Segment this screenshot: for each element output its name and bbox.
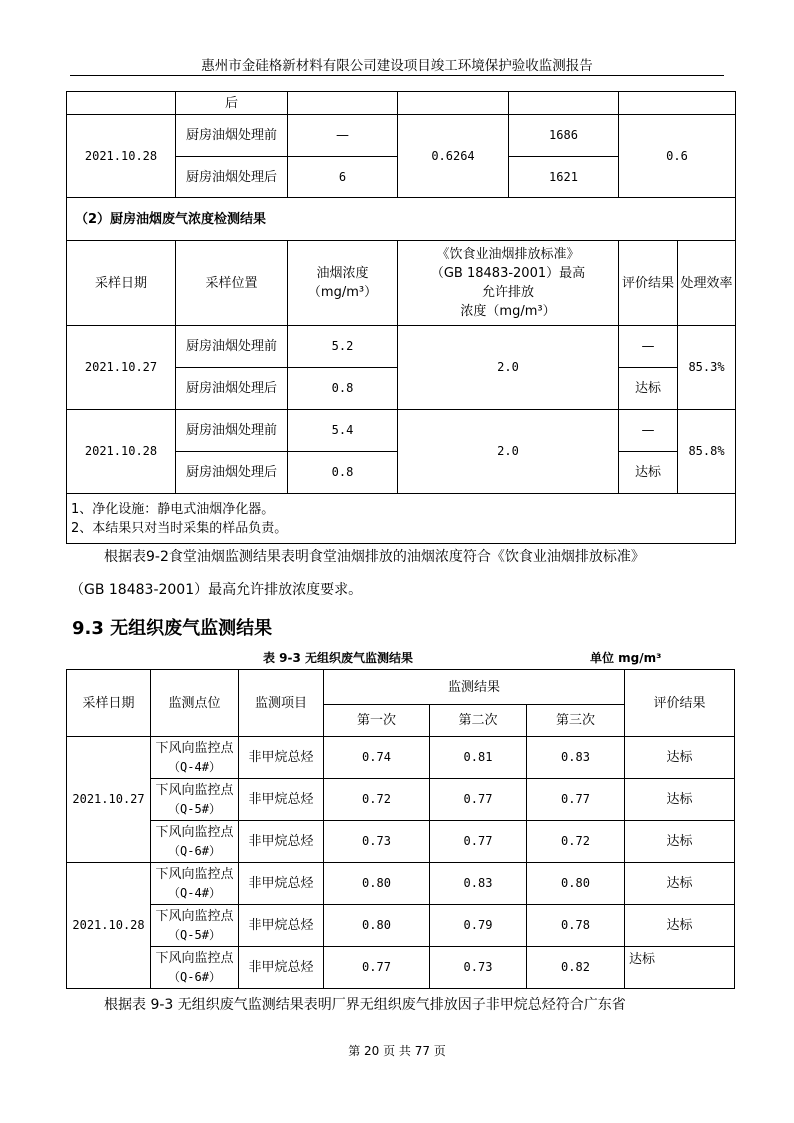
column-header: 评价结果 <box>619 241 678 326</box>
table-row <box>67 947 735 989</box>
value-cell: 0.83 <box>527 737 625 779</box>
page-header: 惠州市金硅格新材料有限公司建设项目竣工环境保护验收监测报告 <box>201 58 593 74</box>
evaluation-cell: 达标 <box>625 863 735 905</box>
column-header: 处理效率 <box>678 241 736 326</box>
value-cell: 0.72 <box>324 779 430 821</box>
efficiency-cell: 85.3% <box>678 326 736 410</box>
value-cell: 0.6 <box>619 115 736 198</box>
point-cell: 下风向监控点 （Q-4#） <box>151 863 239 905</box>
column-header: 《饮食业油烟排放标准》 （GB 18483-2001）最高 允许排放 浓度（mg/m³） <box>398 241 619 326</box>
table-row <box>67 115 736 157</box>
value-cell: 0.80 <box>324 863 430 905</box>
page-footer: 第 20 页 共 77 页 <box>348 1044 446 1058</box>
item-cell: 非甲烷总烃 <box>239 737 324 779</box>
table-header-row <box>67 241 736 326</box>
location-cell: 厨房油烟处理后 <box>176 368 288 410</box>
location-cell: 厨房油烟处理前 <box>176 326 288 368</box>
value-cell: 5.4 <box>288 410 398 452</box>
section-title: （2）厨房油烟废气浓度检测结果 <box>67 198 736 241</box>
standard-cell: 2.0 <box>398 326 619 410</box>
table-header-row <box>67 670 735 705</box>
header-rule <box>70 75 724 76</box>
table-caption: 表 9-3 无组织废气监测结果 <box>263 651 414 665</box>
paragraph-line: 根据表9-2食堂油烟监测结果表明食堂油烟排放的油烟浓度符合《饮食业油烟排放标准》 <box>104 549 645 565</box>
value-cell: 5.2 <box>288 326 398 368</box>
location-cell: 厨房油烟处理后 <box>176 452 288 494</box>
point-cell: 下风向监控点 （Q-6#） <box>151 947 239 989</box>
item-cell: 非甲烷总烃 <box>239 947 324 989</box>
column-header: 采样日期 <box>67 670 151 737</box>
item-cell: 非甲烷总烃 <box>239 779 324 821</box>
column-header: 第二次 <box>430 705 527 737</box>
table-row <box>67 326 736 368</box>
location-cell: 后 <box>176 92 288 115</box>
value-cell: 0.78 <box>527 905 625 947</box>
standard-cell: 2.0 <box>398 410 619 494</box>
fugitive-emission-table <box>66 669 735 989</box>
date-cell: 2021.10.27 <box>67 326 176 410</box>
paragraph-line: （GB 18483-2001）最高允许排放浓度要求。 <box>70 582 363 598</box>
efficiency-cell: 85.8% <box>678 410 736 494</box>
column-header: 监测项目 <box>239 670 324 737</box>
evaluation-cell: — <box>619 410 678 452</box>
table-row <box>67 410 736 452</box>
evaluation-cell: 达标 <box>619 368 678 410</box>
paragraph-line: 根据表 9-3 无组织废气监测结果表明厂界无组织废气排放因子非甲烷总烃符合广东省 <box>104 997 626 1013</box>
value-cell: 0.73 <box>324 821 430 863</box>
location-cell: 厨房油烟处理后 <box>176 157 288 198</box>
value-cell: 0.80 <box>324 905 430 947</box>
value-cell: 0.79 <box>430 905 527 947</box>
table-row <box>67 92 736 115</box>
date-cell: 2021.10.28 <box>67 115 176 198</box>
value-cell: 0.81 <box>430 737 527 779</box>
date-cell: 2021.10.28 <box>67 863 151 989</box>
column-header: 监测结果 <box>324 670 625 705</box>
notes-row <box>67 494 736 544</box>
value-cell: 0.8 <box>288 368 398 410</box>
table-unit: 单位 mg/m³ <box>590 651 662 665</box>
value-cell: 0.72 <box>527 821 625 863</box>
table-row <box>67 737 735 779</box>
value-cell: 0.77 <box>324 947 430 989</box>
value-cell: 0.77 <box>527 779 625 821</box>
note-line: 1、净化设施：静电式油烟净化器。 <box>71 501 275 517</box>
evaluation-cell: 达标 <box>625 737 735 779</box>
value-cell: 0.74 <box>324 737 430 779</box>
column-header: 油烟浓度 （mg/m³） <box>288 241 398 326</box>
value-cell: 0.73 <box>430 947 527 989</box>
evaluation-cell: 达标 <box>619 452 678 494</box>
column-header: 第一次 <box>324 705 430 737</box>
point-cell: 下风向监控点 （Q-4#） <box>151 737 239 779</box>
value-cell: — <box>288 115 398 157</box>
evaluation-cell: 达标 <box>625 821 735 863</box>
table-row <box>67 905 735 947</box>
evaluation-cell: 达标 <box>625 779 735 821</box>
kitchen-fume-table <box>66 91 736 544</box>
value-cell: 0.83 <box>430 863 527 905</box>
note-line: 2、本结果只对当时采集的样品负责。 <box>71 520 288 536</box>
evaluation-cell: 达标 <box>625 947 735 989</box>
location-cell: 厨房油烟处理前 <box>176 410 288 452</box>
column-header: 监测点位 <box>151 670 239 737</box>
table-row <box>67 821 735 863</box>
item-cell: 非甲烷总烃 <box>239 905 324 947</box>
date-cell: 2021.10.27 <box>67 737 151 863</box>
location-cell: 厨房油烟处理前 <box>176 115 288 157</box>
item-cell: 非甲烷总烃 <box>239 863 324 905</box>
value-cell: 6 <box>288 157 398 198</box>
column-header: 采样日期 <box>67 241 176 326</box>
value-cell: 0.77 <box>430 779 527 821</box>
section-heading: 9.3 无组织废气监测结果 <box>72 618 273 639</box>
column-header: 评价结果 <box>625 670 735 737</box>
date-cell: 2021.10.28 <box>67 410 176 494</box>
value-cell: 0.80 <box>527 863 625 905</box>
point-cell: 下风向监控点 （Q-5#） <box>151 905 239 947</box>
point-cell: 下风向监控点 （Q-6#） <box>151 821 239 863</box>
value-cell: 0.82 <box>527 947 625 989</box>
value-cell: 1621 <box>509 157 619 198</box>
table-row <box>67 863 735 905</box>
value-cell: 0.8 <box>288 452 398 494</box>
point-cell: 下风向监控点 （Q-5#） <box>151 779 239 821</box>
column-header: 第三次 <box>527 705 625 737</box>
table-row <box>67 779 735 821</box>
value-cell: 1686 <box>509 115 619 157</box>
item-cell: 非甲烷总烃 <box>239 821 324 863</box>
table-row <box>67 198 736 241</box>
evaluation-cell: — <box>619 326 678 368</box>
evaluation-cell: 达标 <box>625 905 735 947</box>
column-header: 采样位置 <box>176 241 288 326</box>
notes-cell <box>67 494 736 544</box>
value-cell: 0.6264 <box>398 115 509 198</box>
value-cell: 0.77 <box>430 821 527 863</box>
